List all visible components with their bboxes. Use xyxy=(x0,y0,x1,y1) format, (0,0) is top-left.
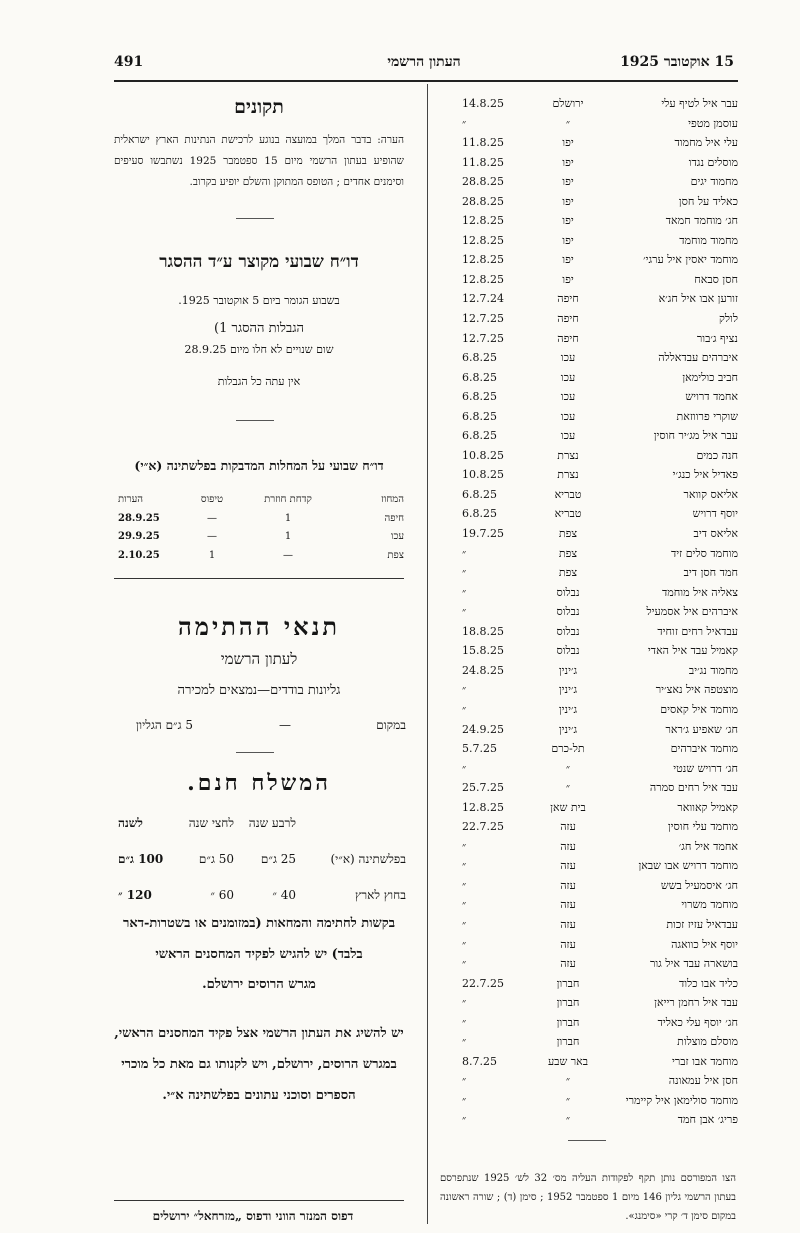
entry-date: 12.8.25 xyxy=(462,272,504,286)
person-name: מחמוד מוחמד xyxy=(679,233,738,247)
table-row xyxy=(436,270,738,290)
table-row xyxy=(436,837,738,857)
person-name: חביב כולימאן xyxy=(682,370,738,384)
disease-table xyxy=(118,494,404,568)
entry-date: 28.8.25 xyxy=(462,175,504,189)
price-header-cell: לרבע שנה xyxy=(248,816,296,830)
price-cell: 50 ג״ם xyxy=(198,852,234,866)
table-row xyxy=(436,250,738,270)
place-name: חברון xyxy=(556,1015,580,1029)
place-name: נבלוס xyxy=(556,624,580,638)
person-name: מוסלם מוצלות xyxy=(677,1035,738,1049)
place-name: חברון xyxy=(556,996,580,1010)
place-name: ״ xyxy=(565,1093,571,1107)
person-name: עבד איל רחמן רייאן xyxy=(654,996,738,1010)
table-row xyxy=(436,974,738,994)
table-row xyxy=(436,993,738,1013)
table-row xyxy=(436,1091,738,1111)
person-name: כאליד על חסן xyxy=(678,194,738,208)
orders-paragraph: בקשות לחתימה והמחאות (במזומנים או בשטרות-דאר בלבד) יש להגיש לפקיד המחסנים הראשי xyxy=(123,916,395,962)
table-row xyxy=(436,446,738,466)
place-name: עזה xyxy=(560,859,576,873)
table-row xyxy=(436,231,738,251)
disease-cell: צפת xyxy=(387,549,404,561)
dash: — xyxy=(279,718,291,732)
table-row xyxy=(436,1052,738,1072)
place-name: נצרת xyxy=(557,448,579,462)
entry-date: 6.8.25 xyxy=(462,390,497,404)
entry-date: 6.8.25 xyxy=(462,429,497,443)
disease-report-title: דו״ח שבועי על המחלות המדבקות בפלשתינה (א״י) xyxy=(134,458,384,473)
table-row xyxy=(436,1032,738,1052)
place-name: עכו xyxy=(560,409,576,423)
disease-cell: 1 xyxy=(284,531,292,542)
entry-date: 25.7.25 xyxy=(462,781,504,795)
place-name: עכו xyxy=(560,370,576,384)
person-name: חג׳ יוסף עלי כאליד xyxy=(657,1015,738,1029)
price-cell: בחוץ לארץ xyxy=(355,888,406,902)
disease-row xyxy=(118,550,404,569)
entry-date: 22.7.25 xyxy=(462,820,504,834)
entry-date: 18.8.25 xyxy=(462,624,504,638)
disease-cell: 1 xyxy=(208,549,216,561)
entry-date: 11.8.25 xyxy=(462,136,504,150)
place-name: ג׳ינין xyxy=(558,702,578,716)
entry-date: 6.8.25 xyxy=(462,507,497,521)
entry-date: 12.8.25 xyxy=(462,800,504,814)
place-name: בית שאן xyxy=(550,800,586,814)
entry-date: ״ xyxy=(462,937,467,951)
table-row xyxy=(436,817,738,837)
entry-date: ״ xyxy=(462,996,467,1010)
disease-header-cell: הערות xyxy=(118,494,143,505)
item-title: הגבלות ההסגר xyxy=(231,321,305,336)
orders-address: מגרש הרוסים ירושלם. xyxy=(202,977,316,992)
place-name: עזה xyxy=(560,937,576,951)
table-row xyxy=(436,544,738,564)
entry-date: 12.7.24 xyxy=(462,292,504,306)
disease-cell: — xyxy=(207,512,217,524)
price-cell: 60 ״ xyxy=(210,888,234,902)
section-rule xyxy=(568,1140,606,1141)
table-row xyxy=(436,680,738,700)
person-name: עבדאיל רחים זוחיד xyxy=(657,624,738,638)
footnote: הצו המפורסם נותן תקף לפקודות העליה מס׳ 32 לש׳ 1925 שנתפרסם בעתון הרשמי גליון 146 מיום 1 ספטמבר 1952 ; סימן (ד) ; שורה ראשונה במקום סימן ד׳ קרי «סימנג». xyxy=(440,1173,736,1222)
table-row xyxy=(436,1013,738,1033)
place-name: נבלוס xyxy=(556,644,580,658)
price-cell: 40 ״ xyxy=(272,888,296,902)
table-row xyxy=(436,895,738,915)
person-name: זורען אבו איל חג׳א xyxy=(658,292,738,306)
place-name: יפו xyxy=(562,175,574,189)
entry-date: ״ xyxy=(462,702,467,716)
entry-date: ״ xyxy=(462,917,467,931)
disease-cell: — xyxy=(207,531,217,542)
place-name: חיפה xyxy=(557,292,579,306)
place-name: עזה xyxy=(560,957,576,971)
free-postage-title: המשלח חנם. xyxy=(187,770,331,796)
person-name: אליאס קוואר xyxy=(683,487,738,501)
person-name: חג׳ דרויש שנטי xyxy=(673,761,738,775)
no-restrictions-line: אין עתה כל הגבלות xyxy=(217,375,301,388)
corrections-body: הערה: בדבר המלך במועצה בנוגע לרכישת הנתינות הארץ ישראלית שהופיע בעתון הרשמי מיום 15 ספטמבר 1925 נשתבשו סעיפים וסימנים אחדים ; הטופס המתוקן והשלם יופיע בקרוב. xyxy=(114,134,404,188)
table-row xyxy=(436,563,738,583)
place-name: ״ xyxy=(565,761,571,775)
disease-cell: עכו xyxy=(390,531,404,542)
table-row xyxy=(436,798,738,818)
place-name: ״ xyxy=(565,781,571,795)
table-row xyxy=(436,856,738,876)
entry-date: 24.8.25 xyxy=(462,663,504,677)
table-row xyxy=(436,309,738,329)
person-name: מוסלים נגדו xyxy=(688,155,738,169)
table-row xyxy=(436,465,738,485)
place-name: חברון xyxy=(556,976,580,990)
person-name: מחמוד נג׳יב xyxy=(688,663,738,677)
item-number: 1) xyxy=(213,321,228,336)
table-row xyxy=(436,153,738,173)
table-row xyxy=(436,329,738,349)
price-header-row xyxy=(118,816,406,838)
price-cell: בפלשתינה (א״י) xyxy=(330,852,406,866)
place-name: נצרת xyxy=(557,468,579,482)
place-name: עזה xyxy=(560,898,576,912)
price-row xyxy=(118,888,406,910)
entry-date: 6.8.25 xyxy=(462,487,497,501)
entry-date: 12.7.25 xyxy=(462,331,504,345)
table-row xyxy=(436,778,738,798)
disease-header-cell: טיפוס xyxy=(200,494,224,505)
place-name: ״ xyxy=(565,1113,571,1127)
person-name: מוחמד משרוי xyxy=(681,898,738,912)
person-name: עוסמן מטפי xyxy=(688,116,738,130)
entry-date: 11.8.25 xyxy=(462,155,504,169)
disease-cell: — xyxy=(283,549,293,561)
report-week: בשבוע הגומר ביום 5 אוקטובר 1925. xyxy=(178,294,340,307)
disease-header-cell: קדחת חוזרת xyxy=(264,494,312,505)
person-name: חסן איל עמאונה xyxy=(668,1074,738,1088)
place-name: צפת xyxy=(558,546,578,560)
place-name: טבריא xyxy=(554,487,582,501)
entry-date: 19.7.25 xyxy=(462,527,504,541)
person-name: חג׳ מוחמד חמאד xyxy=(665,214,738,228)
table-row xyxy=(436,915,738,935)
person-name: אליאס דיב xyxy=(693,527,738,541)
disease-header-cell: המחוז xyxy=(381,494,404,505)
entry-date: ״ xyxy=(462,566,467,580)
person-name: קאמיל קאוואר xyxy=(677,800,738,814)
table-row xyxy=(436,954,738,974)
entry-date: 12.8.25 xyxy=(462,214,504,228)
header-rule xyxy=(114,80,738,82)
disease-cell: 28.9.25 xyxy=(118,512,160,524)
person-name: עבר איל לטיף עלי xyxy=(661,97,738,110)
person-name: איברהים עבדאללה xyxy=(658,351,738,365)
person-name: לולק xyxy=(719,312,738,326)
entry-date: 12.8.25 xyxy=(462,253,504,267)
place-name: ג׳ינין xyxy=(558,663,578,677)
entry-date: ״ xyxy=(462,605,467,619)
entry-date: 15.8.25 xyxy=(462,644,504,658)
no-changes-line: שום שנויים לא חלו מיום 28.9.25 xyxy=(184,343,334,356)
entry-date: ״ xyxy=(462,1113,467,1127)
entry-date: 22.7.25 xyxy=(462,976,504,990)
entry-date: 24.9.25 xyxy=(462,722,504,736)
entry-date: 10.8.25 xyxy=(462,448,504,462)
disease-header-row xyxy=(118,494,404,513)
person-name: עבד איל רחים סמרה xyxy=(649,781,738,795)
place-name: טבריא xyxy=(554,507,582,521)
table-row xyxy=(436,622,738,642)
person-name: מוחמד אבו זברי xyxy=(671,1054,738,1068)
person-name: חג׳ שאפיע ג׳ראר xyxy=(665,722,738,736)
table-row xyxy=(436,524,738,544)
place-name: ג׳ינין xyxy=(558,683,578,697)
place-name: באר שבע xyxy=(547,1054,589,1068)
person-name: מוצטפה איל נאצ׳יר xyxy=(655,683,738,697)
entry-date: ״ xyxy=(462,116,467,130)
entry-date: 6.8.25 xyxy=(462,370,497,384)
place-name: יפו xyxy=(562,136,574,150)
quarantine-item xyxy=(114,320,404,336)
disease-cell: 2.10.25 xyxy=(118,549,160,561)
place-name: יפו xyxy=(562,194,574,208)
corrections-title: תקונים xyxy=(234,96,284,118)
person-name: נציף ג׳בור xyxy=(696,331,738,345)
place-label: במקום xyxy=(376,718,406,732)
table-row xyxy=(436,1110,738,1130)
entry-date: 28.8.25 xyxy=(462,194,504,208)
entry-date: 10.8.25 xyxy=(462,468,504,482)
place-name: יפו xyxy=(562,155,574,169)
header-title: העתון הרשמי xyxy=(387,54,461,70)
person-name: מוחמד סולימאן איל קיימרי xyxy=(625,1093,738,1107)
table-row xyxy=(436,192,738,212)
entry-date: ״ xyxy=(462,1093,467,1107)
person-name: יוסף איל כוואגה xyxy=(671,937,738,951)
person-name: בושארה עבד איל גור xyxy=(649,957,738,971)
disease-cell: 1 xyxy=(284,512,292,524)
entry-date: ״ xyxy=(462,1035,467,1049)
place-name: עכו xyxy=(560,351,576,365)
place-name: חברון xyxy=(556,1035,580,1049)
place-name: עזה xyxy=(560,839,576,853)
person-name: יוסף דרויש xyxy=(692,507,738,521)
place-name: עזה xyxy=(560,820,576,834)
table-row xyxy=(436,602,738,622)
table-row xyxy=(436,348,738,368)
place-name: צפת xyxy=(558,527,578,541)
page-header xyxy=(114,54,734,76)
person-name: עבר איל מג׳יר חוסין xyxy=(653,429,738,443)
entry-date: ״ xyxy=(462,839,467,853)
printer-imprint: דפוס המנזר הווני ודפוס „מזרחאל״ ירושלים xyxy=(152,1209,354,1223)
table-row xyxy=(436,504,738,524)
entry-date: 14.8.25 xyxy=(462,97,504,110)
price-header-cell: לחצי שנה xyxy=(188,816,234,830)
place-name: עכו xyxy=(560,429,576,443)
table-row xyxy=(436,700,738,720)
person-name: מוחמד סלים זיד xyxy=(670,546,738,560)
table-row xyxy=(436,368,738,388)
entry-date: 5.7.25 xyxy=(462,742,497,756)
place-name: יפו xyxy=(562,233,574,247)
section-rule xyxy=(114,578,404,579)
person-name: מוחמד דרויש אבו שבאן xyxy=(638,859,738,873)
place-name: יפו xyxy=(562,214,574,228)
place-name: ג׳ינין xyxy=(558,722,578,736)
table-row xyxy=(436,407,738,427)
entry-date: ״ xyxy=(462,1074,467,1088)
purchase-paragraph: יש להשיג את העתון הרשמי אצל פקיד המחסנים הראשי, במגרש הרוסים, ירושלם, ויש לקנותו גם מאת כל מוכרי הספרים וסוכני עתונים בפלשתינה א״י. xyxy=(114,1026,404,1103)
person-name: חמד חסן דיב xyxy=(683,566,738,580)
entry-date: ״ xyxy=(462,898,467,912)
column-divider xyxy=(427,84,428,1224)
person-name: פאדיל איל כנג׳י xyxy=(672,468,738,482)
person-name: אחמד דרויש xyxy=(685,390,738,404)
price-cell: 100 ג״ם xyxy=(118,852,164,866)
table-row xyxy=(436,485,738,505)
person-name: מוחמד איברהים xyxy=(670,742,738,756)
subscription-title: תנאי ההתימה xyxy=(177,612,341,641)
person-name: מחמוד יגים xyxy=(690,175,738,189)
person-name: אחמד איל חג׳ xyxy=(678,839,738,853)
table-row xyxy=(436,876,738,896)
place-name: עזה xyxy=(560,878,576,892)
price-cell: 120 ״ xyxy=(118,888,152,902)
table-row xyxy=(436,935,738,955)
entry-date: ״ xyxy=(462,761,467,775)
table-row xyxy=(436,739,738,759)
place-name: יפו xyxy=(562,253,574,267)
disease-row xyxy=(118,531,404,550)
single-issues-line: גליונות בודדים—נמצאים למכירה xyxy=(177,683,341,698)
table-row xyxy=(436,94,738,114)
names-table xyxy=(436,94,738,1130)
section-rule xyxy=(236,752,274,753)
page-number: 491 xyxy=(114,54,144,70)
header-date: 15 אוקטובר 1925 xyxy=(620,54,734,70)
quarantine-report-title: דו״ח שבועי מקוצר ע״ד ההסגר xyxy=(159,252,359,272)
table-row xyxy=(436,641,738,661)
place-name: ״ xyxy=(565,116,571,130)
place-name: תל-כרם xyxy=(551,742,585,756)
place-name: עזה xyxy=(560,917,576,931)
entry-date: 12.8.25 xyxy=(462,233,504,247)
single-price: 5 ג״ם הגליון xyxy=(136,718,194,732)
place-name: חיפה xyxy=(557,312,579,326)
entry-date: ״ xyxy=(462,859,467,873)
person-name: חנה כמים xyxy=(696,448,738,462)
entry-date: ״ xyxy=(462,957,467,971)
table-row xyxy=(436,759,738,779)
entry-date: ״ xyxy=(462,878,467,892)
entry-date: ״ xyxy=(462,585,467,599)
entry-date: 12.7.25 xyxy=(462,312,504,326)
person-name: צאליה איל מוחמד xyxy=(661,585,738,599)
entry-date: 8.7.25 xyxy=(462,1054,497,1068)
entry-date: ״ xyxy=(462,683,467,697)
disease-cell: 29.9.25 xyxy=(118,531,160,542)
person-name: פריג׳ אבן חמד xyxy=(677,1113,738,1127)
person-name: שוקרי פרווזאת xyxy=(676,409,738,423)
place-name: נבלוס xyxy=(556,585,580,599)
section-rule xyxy=(236,420,274,421)
person-name: קאמיל עבד איל האדי xyxy=(647,644,738,658)
place-name: ״ xyxy=(565,1074,571,1088)
table-row xyxy=(436,387,738,407)
table-row xyxy=(436,720,738,740)
place-name: חיפה xyxy=(557,331,579,345)
disease-cell: חיפה xyxy=(384,512,404,524)
table-row xyxy=(436,133,738,153)
table-row xyxy=(436,426,738,446)
subscription-subtitle: לעתון הרשמי xyxy=(220,650,298,668)
table-row xyxy=(436,583,738,603)
table-row xyxy=(436,211,738,231)
table-row xyxy=(436,1071,738,1091)
imprint-rule xyxy=(114,1200,404,1201)
section-rule xyxy=(236,218,274,219)
person-name: מוחמד עלי חוסין xyxy=(667,820,738,834)
place-name: נבלוס xyxy=(556,605,580,619)
table-row xyxy=(436,289,738,309)
price-header-cell: לשנה xyxy=(118,816,143,830)
person-name: חג׳ איסמעיל בשש xyxy=(660,878,738,892)
place-name: ירושלם xyxy=(552,97,584,110)
person-name: איברהים איל אסמעיל xyxy=(646,605,738,619)
single-price-row xyxy=(118,718,406,738)
price-row xyxy=(118,852,406,874)
price-cell: 25 ג״ם xyxy=(260,852,296,866)
place-name: יפו xyxy=(562,272,574,286)
entry-date: ״ xyxy=(462,1015,467,1029)
place-name: עכו xyxy=(560,390,576,404)
disease-row xyxy=(118,513,404,532)
entry-date: 6.8.25 xyxy=(462,351,497,365)
place-name: צפת xyxy=(558,566,578,580)
person-name: כליד אבו כלוד xyxy=(678,976,738,990)
person-name: מוחמד איל קאסים xyxy=(660,702,738,716)
entry-date: ״ xyxy=(462,546,467,560)
person-name: עלי איל מחמוד xyxy=(674,136,738,150)
person-name: עבדאיל עזיז זכות xyxy=(666,917,738,931)
table-row xyxy=(436,172,738,192)
entry-date: 6.8.25 xyxy=(462,409,497,423)
table-row xyxy=(436,114,738,134)
table-row xyxy=(436,661,738,681)
person-name: מוחמד יאסין איל ערגי׳ xyxy=(643,253,738,267)
person-name: חסן סבאח xyxy=(694,272,738,286)
